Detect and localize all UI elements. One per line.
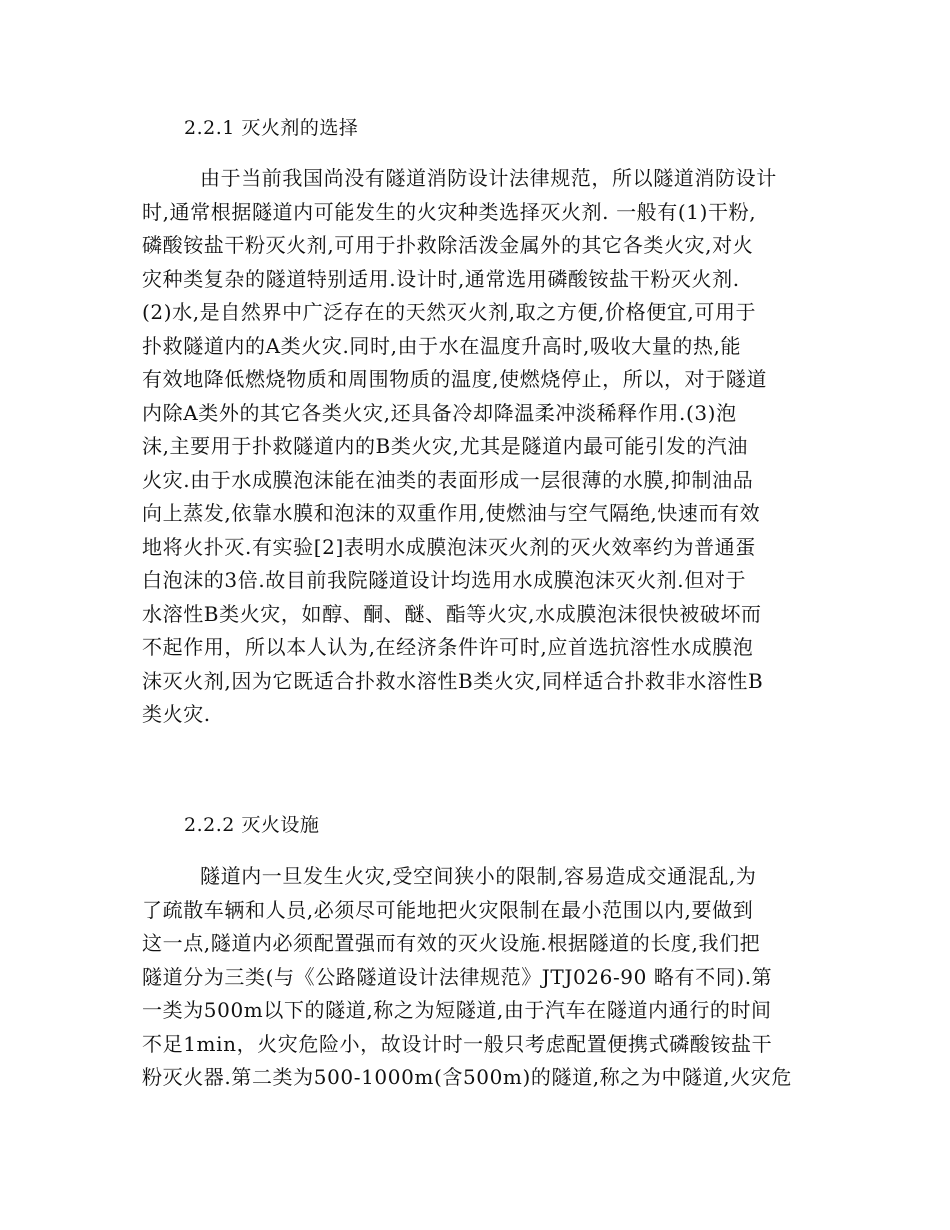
paragraph-line: 时,通常根据隧道内可能发生的火灾种类选择灭火剂. 一般有(1)干粉, <box>142 199 757 224</box>
paragraph-line: (2)水,是自然界中广泛存在的天然灭火剂,取之方便,价格便宜,可用于 <box>142 300 757 324</box>
paragraph-line: 扑救隧道内的A类火灾.同时,由于水在温度升高时,吸收大量的热,能 <box>142 333 742 358</box>
paragraph-line: 内除A类外的其它各类火灾,还具备冷却降温柔冲淡稀释作用.(3)泡 <box>142 400 737 425</box>
section-heading-2-2-2: 2.2.2 灭火设施 <box>184 814 320 836</box>
paragraph-line: 由于当前我国尚没有隧道消防设计法律规范，所以隧道消防设计 <box>200 166 777 190</box>
paragraph-line: 这一点,隧道内必须配置强而有效的灭火设施.根据隧道的长度,我们把 <box>142 931 761 955</box>
paragraph-line: 灾种类复杂的隧道特别适用.设计时,通常选用磷酸铵盐干粉灭火剂. <box>142 266 740 291</box>
section-heading-2-2-1: 2.2.1 灭火剂的选择 <box>184 117 359 139</box>
paragraph-line: 类火灾. <box>142 702 211 726</box>
paragraph-line: 不足1min，火灾危险小，故设计时一般只考虑配置便携式磷酸铵盐干 <box>142 1031 773 1056</box>
paragraph-line: 粉灭火器.第二类为500-1000m(含500m)的隧道,称之为中隧道,火灾危 <box>142 1065 793 1089</box>
paragraph-line: 有效地降低燃烧物质和周围物质的温度,使燃烧停止，所以，对于隧道 <box>142 367 767 391</box>
paragraph-line: 一类为500m以下的隧道,称之为短隧道,由于汽车在隧道内通行的时间 <box>142 998 772 1022</box>
paragraph-line: 白泡沫的3倍.故目前我院隧道设计均选用水成膜泡沫灭火剂.但对于 <box>142 568 747 592</box>
paragraph-line: 沫灭火剂,因为它既适合扑救水溶性B类火灾,同样适合扑救非水溶性B <box>142 668 764 693</box>
paragraph-line: 了疏散车辆和人员,必须尽可能地把火灾限制在最小范围以内,要做到 <box>142 897 754 922</box>
paragraph-line: 火灾.由于水成膜泡沫能在油类的表面形成一层很薄的水膜,抑制油品 <box>142 467 754 492</box>
paragraph-line: 向上蒸发,依靠水膜和泡沫的双重作用,使燃油与空气隔绝,快速而有效 <box>142 501 761 525</box>
paragraph-extinguishing-agent <box>142 162 812 732</box>
paragraph-line: 磷酸铵盐干粉灭火剂,可用于扑救除活泼金属外的其它各类火灾,对火 <box>142 233 754 257</box>
paragraph-line: 隧道分为三类(与《公路隧道设计法律规范》JTJ026-90 略有不同).第 <box>142 964 773 989</box>
paragraph-extinguishing-facilities <box>142 860 812 1095</box>
paragraph-line: 不起作用，所以本人认为,在经济条件许可时,应首选抗溶性水成膜泡 <box>142 635 754 659</box>
paragraph-line: 隧道内一旦发生火灾,受空间狭小的限制,容易造成交通混乱,为 <box>200 864 757 888</box>
paragraph-line: 沫,主要用于扑救隧道内的B类火灾,尤其是隧道内最可能引发的汽油 <box>142 434 749 458</box>
paragraph-line: 水溶性B类火灾，如醇、酮、醚、酯等火灾,水成膜泡沫很快被破坏而 <box>142 601 762 626</box>
paragraph-line: 地将火扑灭.有实验[2]表明水成膜泡沫灭火剂的灭火效率约为普通蛋 <box>142 534 756 559</box>
